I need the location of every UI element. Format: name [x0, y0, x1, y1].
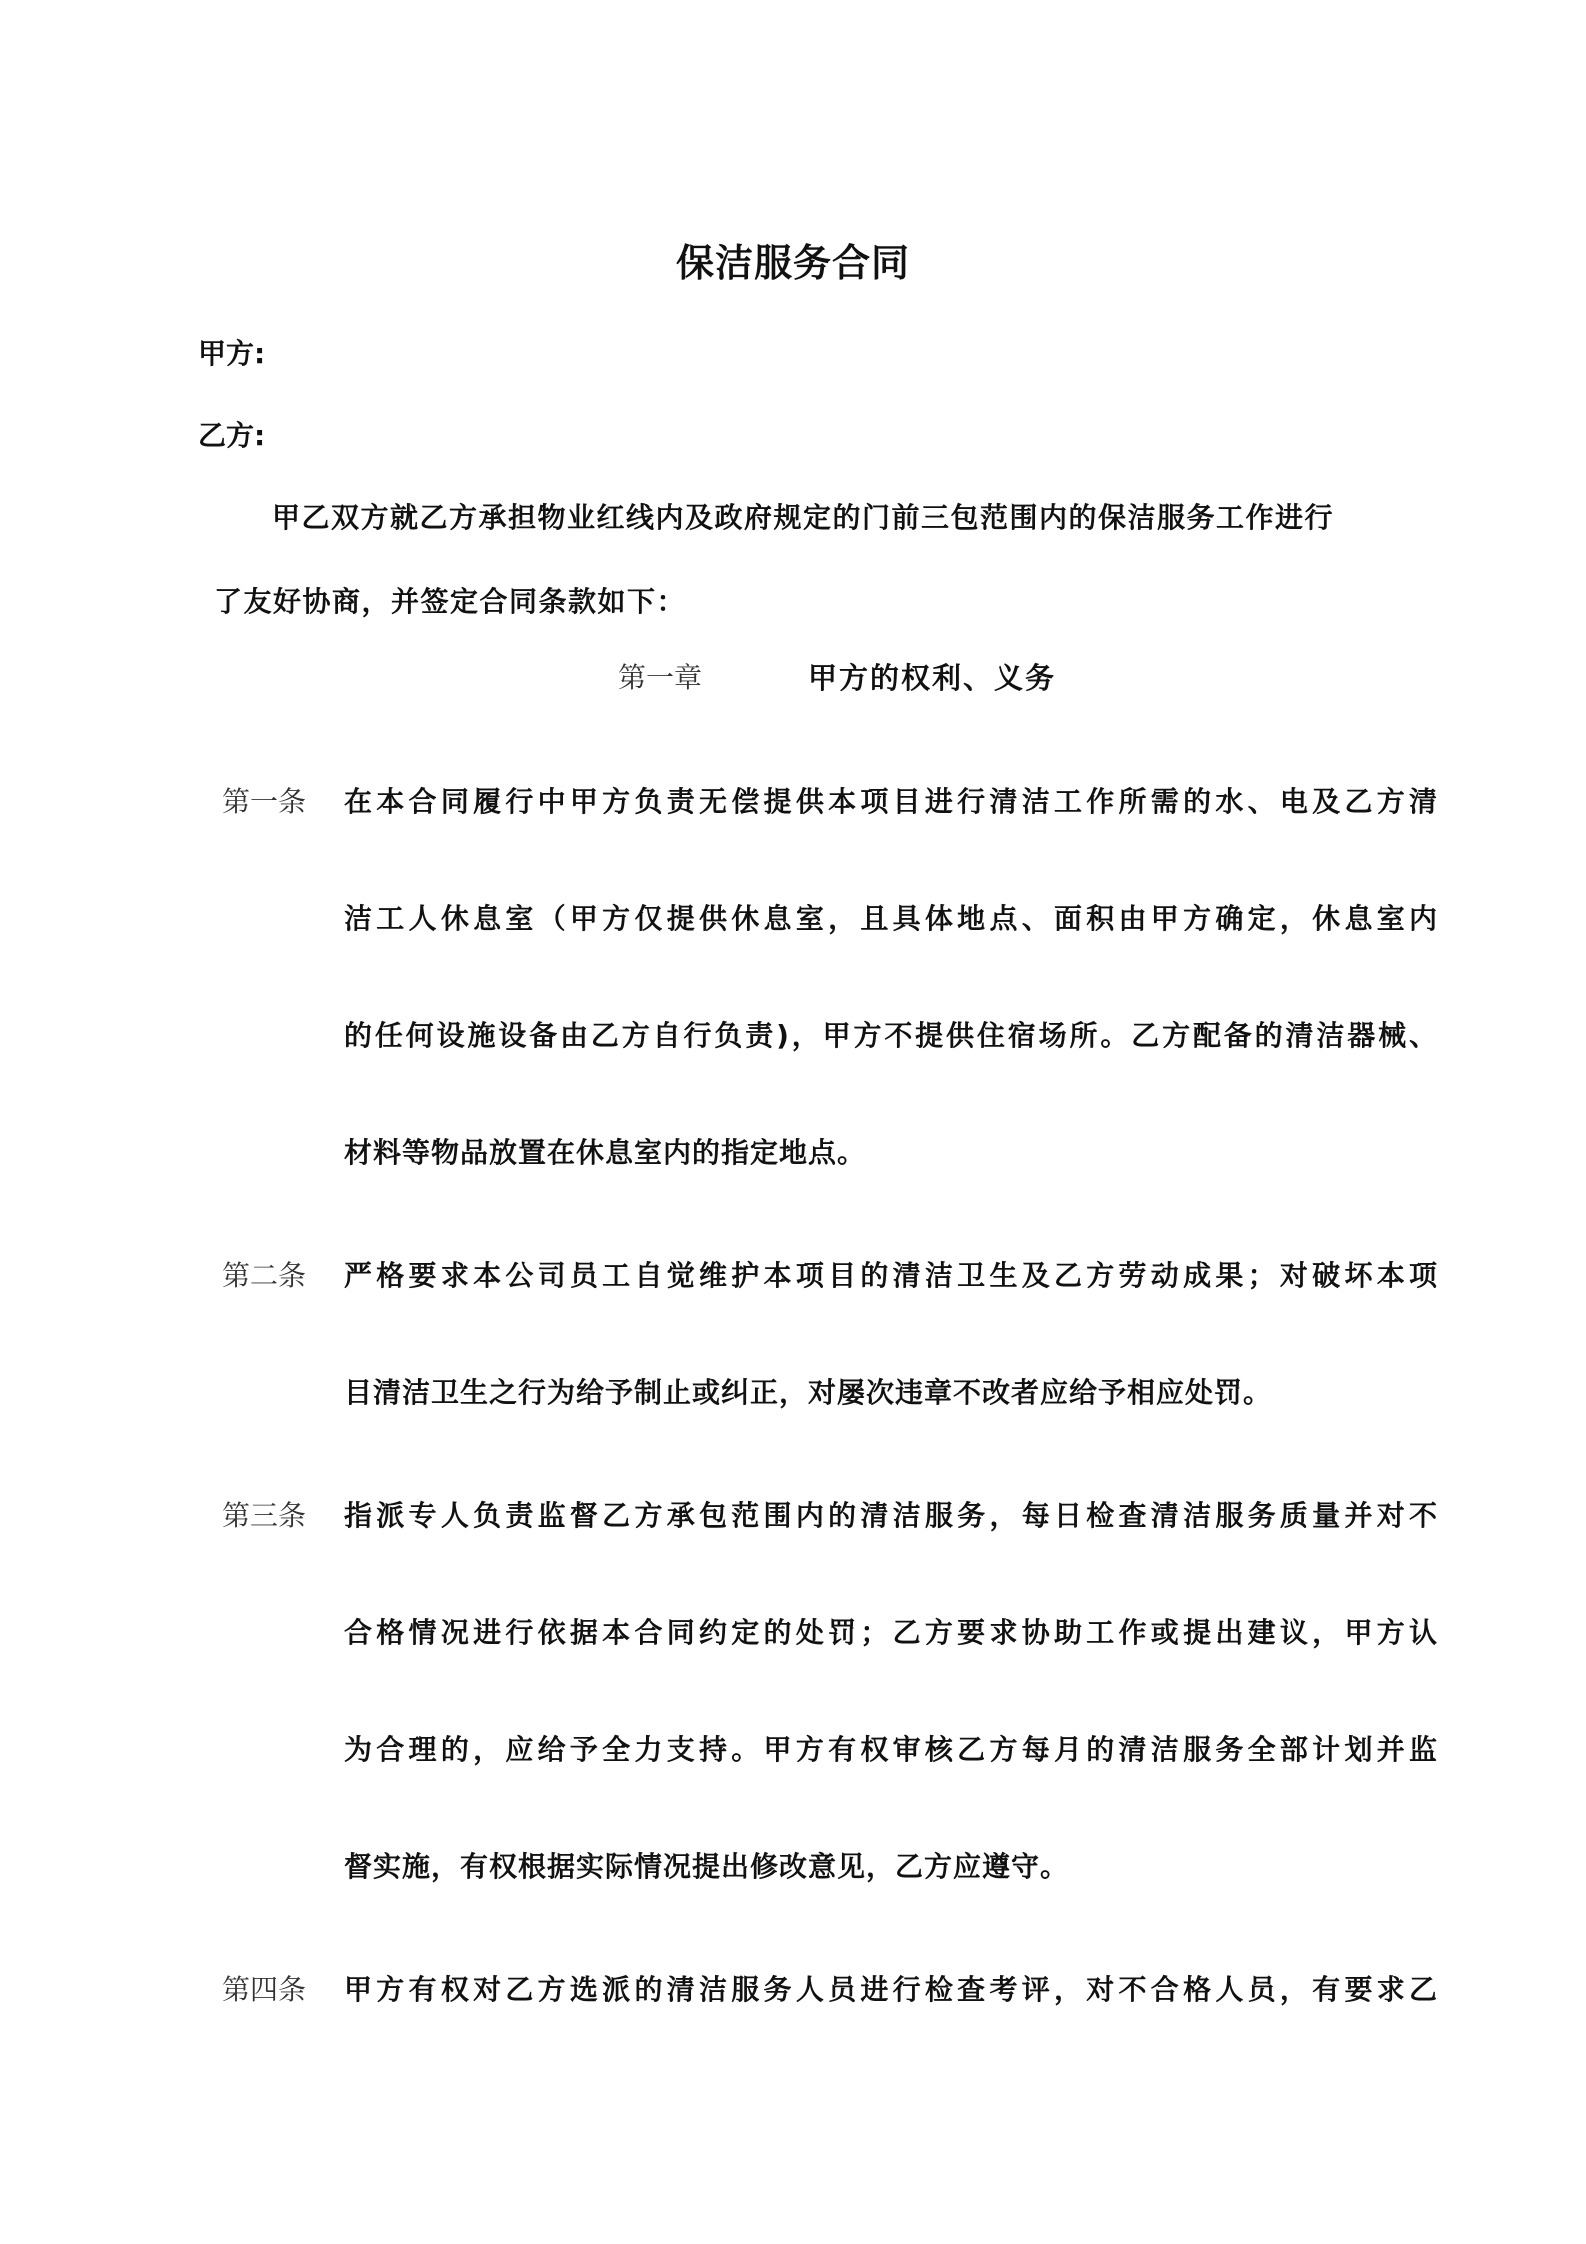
article-number: 第四条 [222, 1973, 307, 2006]
party-a-label: 甲方: [198, 337, 266, 370]
article-text-line: 材料等物品放置在休息室内的指定地点。 [344, 1136, 867, 1169]
article-text-line: 的任何设施设备由乙方自行负责)，甲方不提供住宿场所。乙方配备的清洁器械、 [344, 1019, 1438, 1052]
intro-line-1: 甲乙双方就乙方承担物业红线内及政府规定的门前三包范围内的保洁服务工作进行 [272, 501, 1335, 534]
article-number: 第一条 [222, 785, 307, 818]
chapter-title: 甲方的权利、义务 [808, 661, 1057, 695]
article-text-line: 甲方有权对乙方选派的清洁服务人员进行检查考评，对不合格人员，有要求乙 [344, 1973, 1438, 2006]
article-number: 第二条 [222, 1259, 307, 1292]
party-b-label: 乙方: [198, 419, 266, 452]
article-text-line: 目清洁卫生之行为给予制止或纠正，对屡次违章不改者应给予相应处罚。 [344, 1376, 1273, 1409]
article-text-line: 在本合同履行中甲方负责无偿提供本项目进行清洁工作所需的水、电及乙方清 [344, 785, 1438, 818]
article-text-line: 为合理的，应给予全力支持。甲方有权审核乙方每月的清洁服务全部计划并监 [344, 1733, 1438, 1766]
article-number: 第三条 [222, 1499, 307, 1532]
article-text-line: 指派专人负责监督乙方承包范围内的清洁服务，每日检查清洁服务质量并对不 [344, 1499, 1438, 1532]
document-title: 保洁服务合同 [675, 241, 910, 285]
article-text-line: 督实施，有权根据实际情况提出修改意见，乙方应遵守。 [344, 1850, 1070, 1883]
intro-line-2: 了友好协商，并签定合同条款如下： [214, 585, 687, 618]
article-text-line: 合格情况进行依据本合同约定的处罚；乙方要求协助工作或提出建议，甲方认 [344, 1616, 1438, 1649]
chapter-number: 第一章 [618, 661, 703, 694]
article-text-line: 洁工人休息室（甲方仅提供休息室，且具体地点、面积由甲方确定，休息室内 [344, 902, 1438, 935]
article-text-line: 严格要求本公司员工自觉维护本项目的清洁卫生及乙方劳动成果；对破坏本项 [344, 1259, 1438, 1292]
